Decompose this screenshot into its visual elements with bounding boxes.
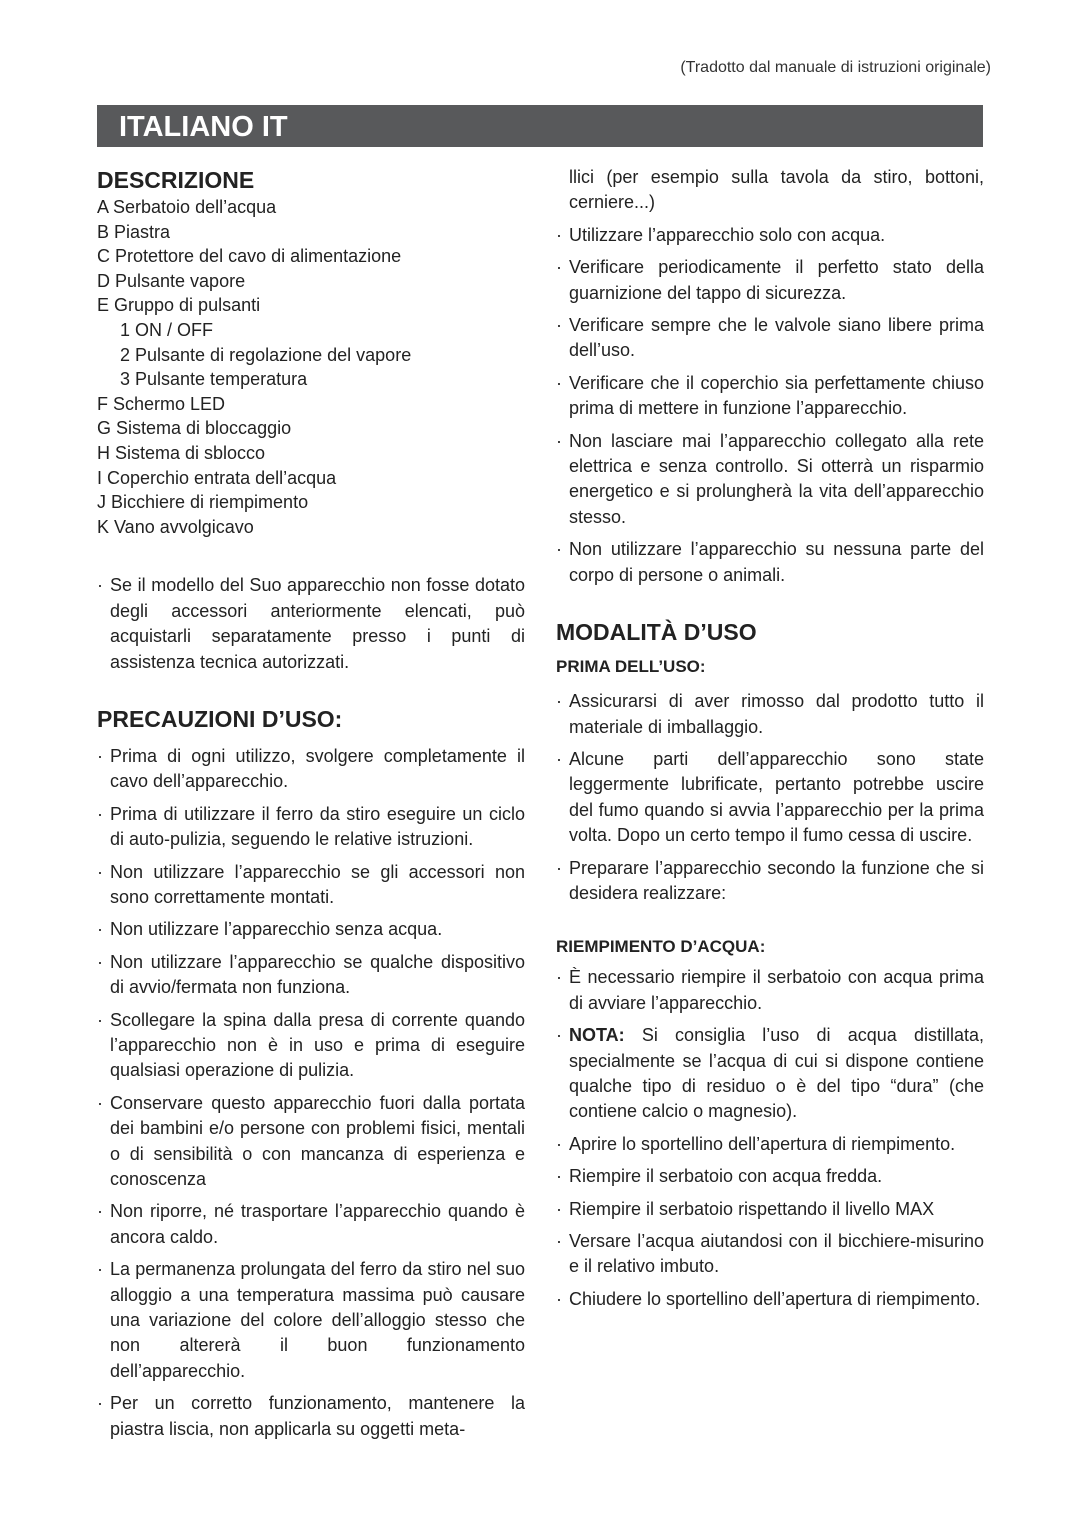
list-item: · Prima di ogni utilizzo, svolgere completamente il cavo dell’apparecchio. [97, 745, 525, 792]
part-item: D Pulsante vapore [97, 270, 246, 291]
right-column [556, 165, 984, 1319]
part-item: F Schermo LED [97, 393, 226, 414]
part-item: K Vano avvolgicavo [97, 516, 254, 537]
prima-title: PRIMA DELL’USO: [556, 657, 706, 677]
list-item: · Non utilizzare l’apparecchio se gli accessori non sono correttamente montati. [97, 861, 525, 907]
list-item: · Per un corretto funzionamento, mantenere la piastra liscia, non applicarla su oggetti meta- [97, 1393, 525, 1439]
list-item: · Verificare periodicamente il perfetto stato della guarnizione del tappo di sicurezza. [556, 257, 984, 303]
list-item: · Chiudere lo sportellino dell’apertura di riempimento. [556, 1288, 981, 1309]
prima-list [556, 689, 984, 906]
left-column [97, 165, 525, 1449]
list-item: · Verificare sempre che le valvole siano libere prima dell’uso. [556, 315, 984, 361]
list-item: · Non utilizzare l’apparecchio senza acqua. [97, 919, 443, 940]
riempimento-list [556, 965, 984, 1312]
language-banner: ITALIANO IT [97, 105, 983, 147]
list-item: · Non utilizzare l’apparecchio se qualche dispositivo di avvio/fermata non funziona. [97, 951, 525, 998]
modalita-title: MODALITÀ D’USO [556, 619, 757, 646]
list-item: · È necessario riempire il serbatoio con acqua prima di avviare l’apparecchio. [556, 967, 984, 1013]
part-subitem: 2 Pulsante di regolazione del vapore [120, 344, 412, 365]
list-item: · Scollegare la spina dalla presa di corrente quando l’apparecchio non è in uso e prima di eseguire qualsiasi operazione di pulizia. [97, 1009, 525, 1081]
parts-list [97, 195, 525, 539]
list-item: · Non lasciare mai l’apparecchio collegato alla rete elettrica e senza controllo. Si otterrà un risparmio energetico e si prolungherà la vita dell’apparecchio stesso. [556, 430, 984, 527]
list-item: · Riempire il serbatoio rispettando il livello MAX [556, 1198, 935, 1219]
list-item: · NOTA: Si consiglia l’uso di acqua distillata, specialmente se l’acqua di cui si dispone contiene qualche tipo di residuo o è del tipo “dura” (che contiene calcio o magnesio). [556, 1025, 984, 1122]
list-item: · La permanenza prolungata del ferro da stiro nel suo alloggio a una temperatura massima può causare una variazione del colore dell’alloggio stesso che non altererà il buon funzionamento dell’apparecchio. [97, 1259, 525, 1381]
precauzioni-title: PRECAUZIONI D’USO: [97, 705, 343, 732]
part-item: C Protettore del cavo di alimentazione [97, 246, 402, 267]
part-subitem: 3 Pulsante temperatura [120, 369, 308, 390]
part-item: H Sistema di sblocco [97, 442, 266, 463]
precautions-list [97, 744, 525, 1442]
list-item: · Riempire il serbatoio con acqua fredda. [556, 1166, 883, 1187]
list-item: · Alcune parti dell’apparecchio sono state leggermente lubrificate, pertanto potrebbe uscire del fumo quando si avvia l’apparecchio per la prima volta. Dopo un certo tempo il fumo cessa di uscire. [556, 748, 984, 846]
part-item: J Bicchiere di riempimento [97, 492, 309, 513]
list-item: · Se il modello del Suo apparecchio non fosse dotato degli accessori anteriormente elencati, può acquistarli separatamente presso i punti di assistenza tecnica autorizzati. [97, 575, 525, 672]
list-item: · Versare l’acqua aiutandosi con il bicchiere-misurino e il relativo imbuto. [556, 1231, 984, 1277]
list-item: · Conservare questo apparecchio fuori dalla portata dei bambini e/o persone con problemi fisici, mentali o di sensibilità o con mancanza di esperienza e conoscenza [97, 1092, 525, 1190]
list-item: · Non riporre, né trasportare l’apparecchio quando è ancora caldo. [97, 1201, 525, 1247]
list-item: · Prima di utilizzare il ferro da stiro eseguire un ciclo di auto-pulizia, seguendo le relative istruzioni. [97, 803, 525, 850]
part-item: E Gruppo di pulsanti [97, 295, 261, 316]
nota-label: NOTA: [569, 1025, 625, 1046]
list-item: llici (per esempio sulla tavola da stiro, bottoni, cerniere...) [569, 167, 984, 213]
accessories-note [97, 573, 525, 675]
list-item: · Preparare l’apparecchio secondo la funzione che si desidera realizzare: [556, 857, 984, 903]
list-item: · Verificare che il coperchio sia perfettamente chiuso prima di mettere in funzione l’apparecchio. [556, 372, 984, 419]
list-item: · Non utilizzare l’apparecchio su nessuna parte del corpo di persone o animali. [556, 539, 984, 585]
list-item: · Utilizzare l’apparecchio solo con acqua. [556, 224, 886, 245]
riempimento-title: RIEMPIMENTO D’ACQUA: [556, 937, 766, 957]
part-item: B Piastra [97, 221, 171, 242]
part-subitem: 1 ON / OFF [120, 319, 214, 340]
list-item: · Aprire lo sportellino dell’apertura di riempimento. [556, 1133, 956, 1154]
descrizione-title: DESCRIZIONE [97, 167, 255, 193]
part-item: A Serbatoio dell’acqua [97, 197, 277, 217]
precautions-list-continued [556, 165, 984, 588]
list-item: · Assicurarsi di aver rimosso dal prodotto tutto il materiale di imballaggio. [556, 691, 984, 737]
part-item: G Sistema di bloccaggio [97, 418, 292, 439]
part-item: I Coperchio entrata dell’acqua [97, 467, 337, 488]
manual-translation-note: (Tradotto dal manuale di istruzioni originale) [680, 59, 991, 76]
